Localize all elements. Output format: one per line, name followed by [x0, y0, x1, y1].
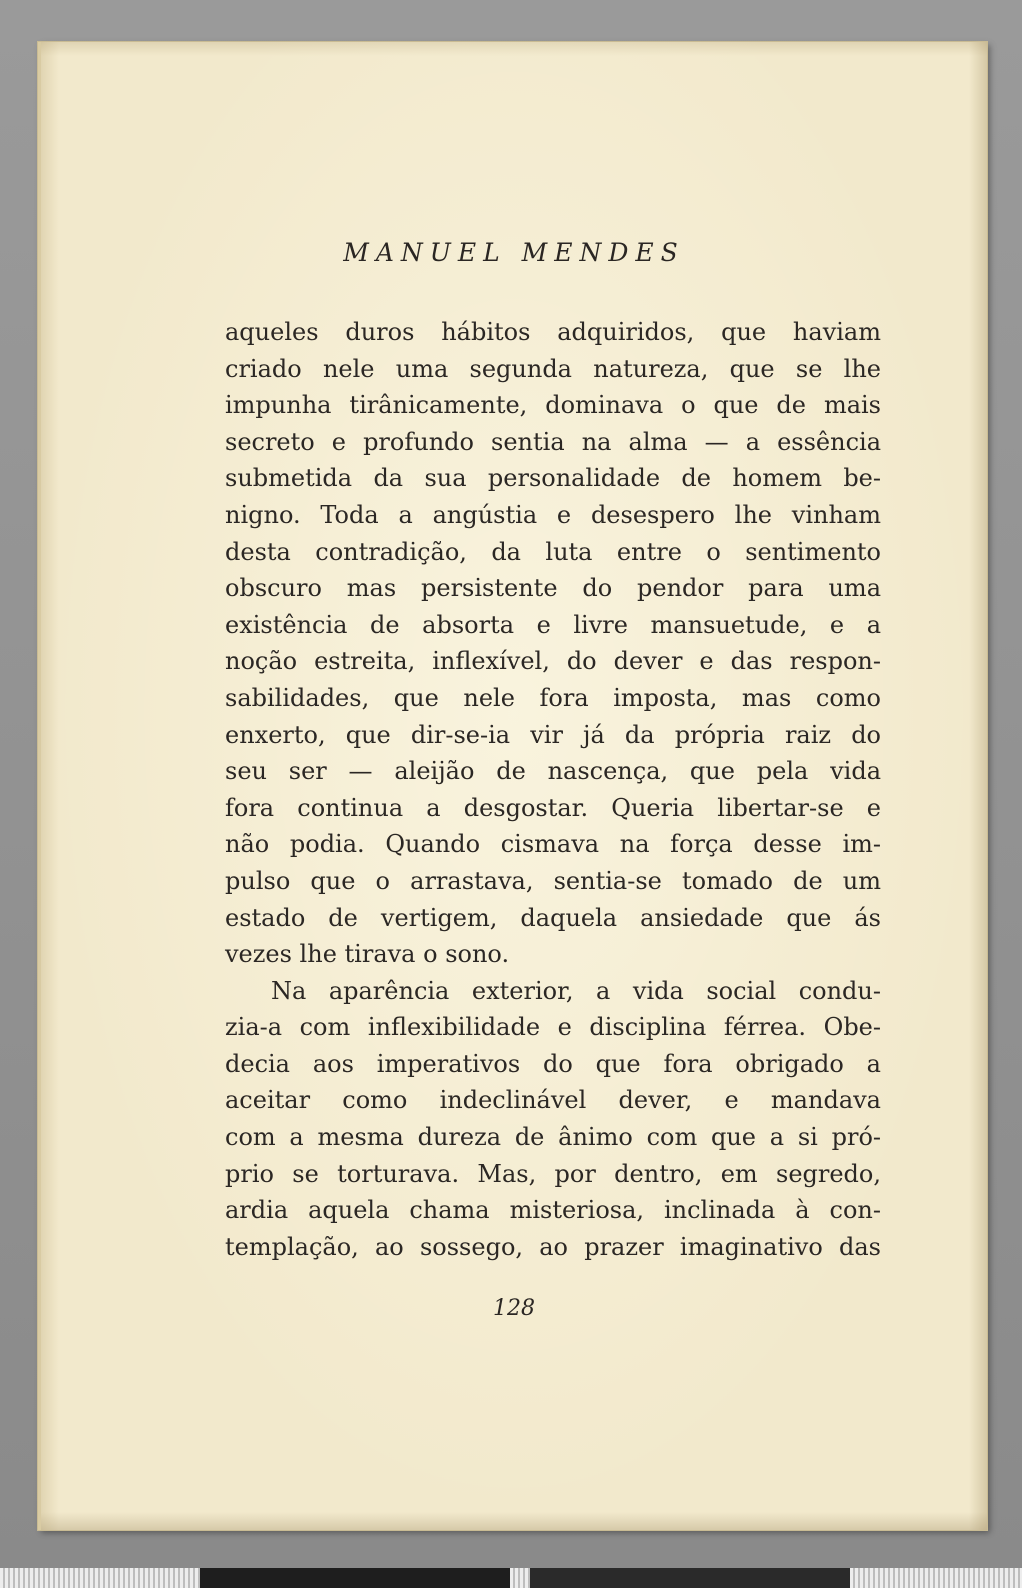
text-line: enxerto, que dir-se-ia vir já da própria raiz do — [225, 720, 881, 749]
page-number: 128 — [493, 1296, 535, 1321]
text-line: pulso que o arrastava, sentia-se tomado de um — [225, 866, 881, 895]
scale-ruler — [0, 1568, 1022, 1588]
text-line: desta contradição, da luta entre o sentimento — [225, 537, 881, 566]
paragraph-first-line: Na aparência exterior, a vida social condu- — [271, 976, 881, 1005]
text-line: criado nele uma segunda natureza, que se lhe — [225, 354, 881, 383]
text-line: sabilidades, que nele fora imposta, mas como — [225, 683, 881, 712]
text-line: submetida da sua personalidade de homem be- — [225, 464, 881, 493]
text-line: zia-a com inflexibilidade e disciplina férrea. Obe- — [225, 1013, 881, 1042]
ruler-dark-band — [200, 1568, 510, 1588]
text-line: prio se torturava. Mas, por dentro, em segredo, — [225, 1159, 881, 1188]
paragraph-last-line: vezes lhe tirava o sono. — [225, 940, 510, 969]
book-page — [38, 42, 987, 1530]
text-line: obscuro mas persistente do pendor para uma — [225, 574, 881, 603]
text-line: noção estreita, inflexível, do dever e das respon- — [225, 647, 881, 676]
text-line: ardia aquela chama misteriosa, inclinada à con- — [225, 1196, 881, 1225]
text-line: templação, ao sossego, ao prazer imaginativo das — [225, 1232, 881, 1261]
text-line: existência de absorta e livre mansuetude, e a — [225, 610, 881, 639]
text-line: seu ser — aleijão de nascença, que pela vida — [225, 757, 881, 786]
text-line: decia aos imperativos do que fora obrigado a — [225, 1049, 881, 1078]
text-line: aqueles duros hábitos adquiridos, que haviam — [225, 318, 881, 346]
text-line: secreto e profundo sentia na alma — a essência — [225, 427, 881, 456]
text-line: aceitar como indeclinável dever, e mandava — [225, 1086, 881, 1115]
text-line: impunha tirânicamente, dominava o que de mais — [225, 391, 881, 420]
text-line: nigno. Toda a angústia e desespero lhe vinham — [225, 500, 881, 529]
text-line: não podia. Quando cismava na força desse im- — [225, 830, 881, 859]
text-line: fora continua a desgostar. Queria libertar-se e — [225, 793, 881, 822]
ruler-dark-band — [530, 1568, 850, 1588]
text-line: estado de vertigem, daquela ansiedade que ás — [225, 903, 881, 932]
text-line: com a mesma dureza de ânimo com que a si pró- — [225, 1123, 881, 1152]
running-header: MANUEL MENDES — [343, 238, 685, 267]
body-text — [225, 314, 881, 1265]
